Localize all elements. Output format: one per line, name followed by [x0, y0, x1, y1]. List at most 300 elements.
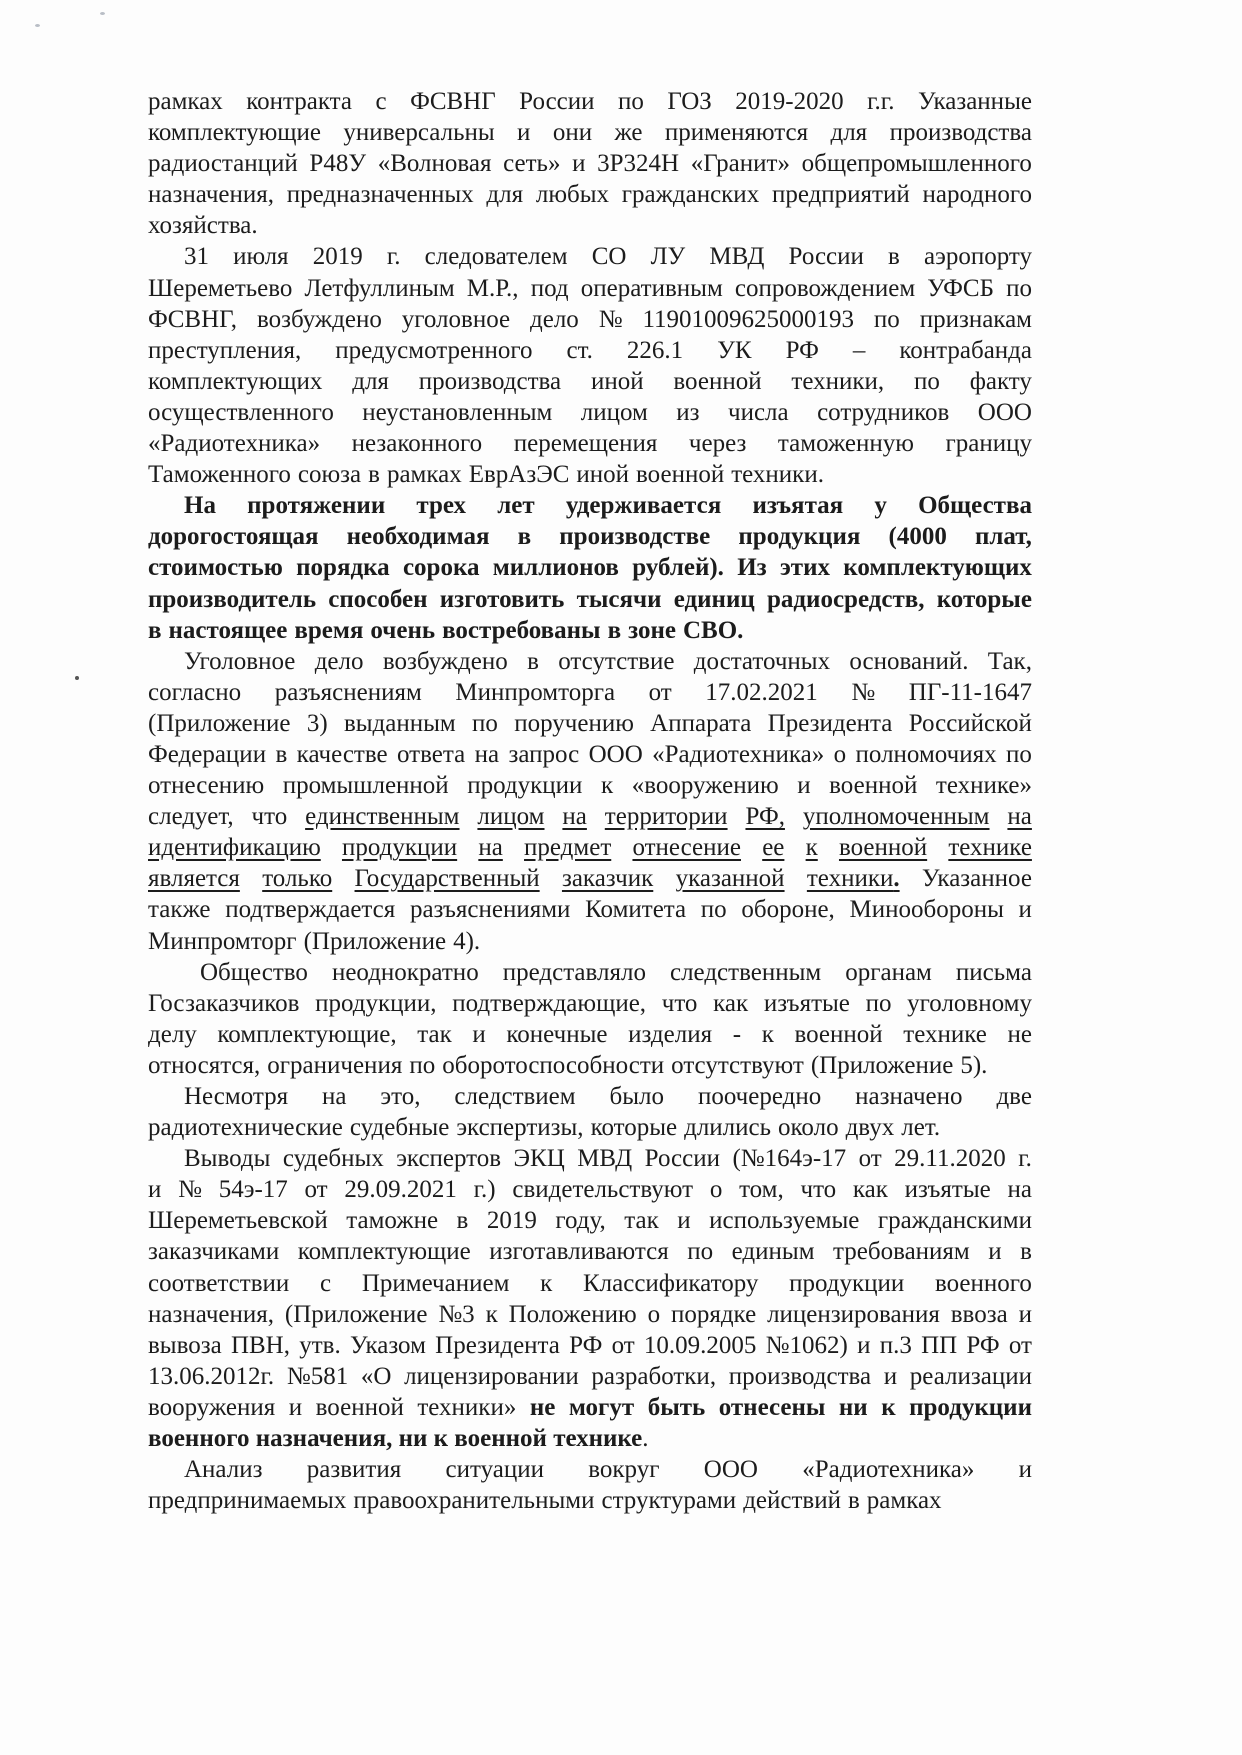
word: вывоза — [148, 1331, 222, 1359]
paragraph-line — [148, 957, 1032, 988]
paragraph-line — [148, 304, 1032, 335]
word: экспертов — [396, 1145, 502, 1173]
word: продукции, — [315, 989, 437, 1017]
paragraph-line — [148, 1330, 1032, 1361]
word: и — [988, 1238, 1002, 1266]
word: УК — [717, 336, 752, 364]
word: 29.09.2021 — [344, 1176, 457, 1204]
word: разъяснениями — [409, 896, 571, 924]
word: на — [474, 740, 500, 768]
word: тысячи — [576, 585, 662, 613]
mixed-line — [148, 1392, 1032, 1423]
word: незаконного — [351, 430, 483, 458]
word: в — [888, 243, 900, 271]
paragraph-line — [148, 148, 1032, 179]
word: предприятий — [771, 181, 910, 209]
word: контракта — [246, 88, 352, 115]
word: «Гранит» — [690, 150, 790, 178]
word: по — [1005, 740, 1032, 768]
word: хозяйства. — [148, 212, 258, 240]
word: (4000 — [888, 523, 947, 551]
word: экспертизы, — [456, 1114, 584, 1142]
word: правоохранительными — [353, 1487, 595, 1515]
word: Госзаказчиков — [148, 989, 300, 1017]
word: трех — [416, 492, 467, 520]
word: с — [375, 88, 387, 115]
word: судебные — [349, 1114, 450, 1142]
word: согласно — [148, 678, 242, 706]
word: контрабанда — [899, 336, 1032, 364]
word: развития — [306, 1456, 402, 1484]
word: к — [881, 1393, 896, 1421]
underlined-text: отнесение — [632, 834, 741, 862]
word: Анализ — [184, 1456, 263, 1484]
scan-speck — [35, 24, 40, 27]
word: и — [472, 1020, 486, 1048]
word: которые — [590, 1114, 678, 1142]
word: Минпромторг — [148, 927, 297, 955]
word: продукции — [789, 1269, 905, 1297]
word: военной — [794, 1020, 883, 1048]
underlined-line — [148, 801, 1032, 832]
word: с — [319, 1269, 332, 1297]
word: этих — [780, 554, 830, 582]
word: необходимая — [346, 523, 490, 551]
word: поочередно — [697, 1083, 822, 1110]
word: и — [1018, 1300, 1032, 1328]
word: изделия — [628, 1020, 713, 1048]
word: по — [700, 896, 727, 924]
word: к — [540, 1269, 553, 1297]
underlined-text: РФ, — [745, 803, 785, 831]
word: военной — [829, 772, 918, 800]
word: разъяснениям — [274, 678, 422, 706]
word: №3 — [438, 1300, 475, 1328]
word: границу — [945, 430, 1032, 458]
word: году, — [555, 1207, 606, 1235]
word: миллионов — [492, 554, 619, 582]
word: используемые — [709, 1207, 860, 1235]
word: длились — [684, 1114, 772, 1142]
word: не — [1007, 1020, 1032, 1048]
word: полномочиях — [855, 740, 997, 768]
word: №581 — [286, 1362, 349, 1390]
word: ни — [838, 1393, 868, 1421]
word: представляло — [502, 958, 646, 986]
underlined-text: техники. — [806, 865, 900, 893]
word: в — [456, 1207, 469, 1235]
word: СВО. — [682, 616, 744, 644]
word: назначения, — [148, 181, 275, 209]
word: изготовить — [439, 585, 565, 613]
word: осуществленного — [148, 398, 334, 426]
word: и — [677, 1207, 691, 1235]
word: Российской — [908, 709, 1032, 737]
paragraph-line — [148, 1112, 1032, 1143]
word: Минпромторга — [455, 678, 616, 706]
paragraph-line — [148, 521, 1032, 552]
word: Указом — [349, 1331, 426, 1359]
word: «вооружению — [631, 772, 779, 800]
paragraph-line — [148, 926, 1032, 957]
word: гражданских — [621, 181, 760, 209]
word: дорогостоящая — [148, 523, 319, 551]
paragraph-line — [148, 988, 1032, 1019]
word: МВД — [577, 1145, 633, 1173]
word: Выводы — [184, 1145, 271, 1173]
word: таможне — [346, 1207, 439, 1235]
underlined-line — [148, 832, 1032, 863]
word: продукции — [467, 772, 583, 800]
word: протяжении — [247, 492, 386, 520]
word: ООО — [977, 398, 1032, 426]
word: подтверждающие, — [452, 989, 647, 1017]
word: Общество — [200, 958, 308, 986]
paragraph-line — [148, 1050, 1032, 1081]
word: от — [304, 1176, 328, 1204]
word: 17.02.2021 — [705, 678, 818, 706]
word: от — [611, 1331, 635, 1359]
paragraph-line — [148, 366, 1032, 397]
word: к — [485, 1300, 498, 1328]
word: так — [417, 1020, 452, 1048]
word: РФ — [966, 1331, 1000, 1359]
paragraph-line — [148, 1299, 1032, 1330]
word: не — [529, 1393, 556, 1421]
word: по — [1006, 274, 1032, 302]
word: рамках — [386, 461, 462, 489]
word: Федерации — [148, 740, 267, 768]
word: ограничения — [267, 1051, 403, 1079]
word: по — [618, 88, 644, 115]
word: отсутствуют — [671, 1051, 804, 1079]
word: рамках — [148, 88, 223, 115]
word: преступления, — [148, 336, 302, 364]
word: о — [709, 1176, 723, 1204]
word: иной — [590, 367, 644, 395]
word: это, — [380, 1083, 421, 1110]
word: таможенную — [777, 430, 914, 458]
word: «Радиотехника» — [148, 430, 321, 458]
word: судебных — [282, 1145, 384, 1173]
word: о — [833, 740, 847, 768]
word: под — [530, 274, 569, 302]
word: Общества — [918, 492, 1032, 520]
word: Из — [737, 554, 767, 582]
word: в — [275, 740, 288, 768]
paragraph-line — [148, 273, 1032, 304]
word: и — [148, 1176, 162, 1204]
word: универсальны — [343, 119, 495, 147]
word: (Приложение — [303, 927, 447, 955]
paragraph-line — [148, 1205, 1032, 1236]
word: военной — [636, 461, 725, 489]
underlined-text: идентификацию — [148, 834, 321, 862]
underlined-text: предмет — [524, 834, 612, 862]
word: ПГ-11-1647 — [908, 678, 1032, 706]
underlined-text: уполномоченным — [802, 803, 990, 831]
word: ответа — [397, 740, 466, 768]
paragraph-line — [148, 1485, 1032, 1516]
word: отнесены — [718, 1393, 826, 1421]
underlined-text: заказчик — [561, 865, 654, 893]
word: что — [800, 1176, 837, 1204]
paragraph-line — [148, 770, 1032, 801]
paragraph-line — [148, 1268, 1032, 1299]
word: ООО — [588, 740, 643, 768]
word: 29.11.2020 — [894, 1145, 1006, 1173]
word: было — [609, 1083, 665, 1110]
word: предусмотренного — [335, 336, 533, 364]
word: вокруг — [588, 1456, 660, 1484]
word: структурами — [601, 1487, 737, 1515]
paragraph-line — [148, 335, 1032, 366]
word: 4). — [453, 927, 481, 955]
word: оперативным — [580, 274, 723, 302]
word: же — [614, 119, 643, 147]
word: сеть» — [503, 150, 561, 178]
word: России — [788, 243, 864, 271]
word: органам — [845, 958, 932, 986]
word: 13.06.2012г. — [148, 1362, 275, 1390]
word: следователем — [424, 243, 568, 271]
word: Положению — [508, 1300, 637, 1328]
word: через — [688, 430, 747, 458]
word: что — [251, 803, 288, 831]
paragraph-line — [148, 210, 1032, 241]
word: Президента — [767, 709, 893, 737]
word: Президента — [435, 1331, 560, 1359]
word: к — [761, 1020, 774, 1048]
scan-dot — [75, 676, 79, 680]
word: действий — [743, 1487, 841, 1515]
underlined-line — [148, 863, 1032, 894]
word: Указанное — [921, 865, 1032, 893]
paragraph-line — [148, 117, 1032, 148]
word: РФ — [569, 1331, 603, 1359]
paragraph-line — [148, 584, 1032, 615]
underlined-text: военной — [838, 834, 928, 862]
word: уголовное — [401, 305, 511, 333]
word: запрос — [508, 740, 580, 768]
underlined-text: на — [562, 803, 587, 831]
word: признакам — [919, 305, 1032, 333]
word: радиосредств, — [766, 585, 925, 613]
word: рамках — [866, 1487, 942, 1515]
paragraph-line — [148, 552, 1032, 583]
word: как — [852, 1176, 888, 1204]
word: лицензировании — [404, 1362, 579, 1390]
paragraph-line — [148, 894, 1032, 925]
word: производства — [728, 1362, 872, 1390]
underlined-text: на — [478, 834, 503, 862]
word: продукции — [909, 1393, 1032, 1421]
word: могут — [568, 1393, 635, 1421]
word: техники. — [731, 461, 824, 489]
paragraph-line — [148, 86, 1032, 117]
word: качестве — [296, 740, 388, 768]
word: г. — [1018, 1145, 1032, 1173]
word: Уголовное — [184, 647, 296, 675]
word: способен — [328, 585, 428, 613]
word: 31 — [184, 243, 209, 271]
word: реализации — [909, 1362, 1032, 1390]
word: гражданскими — [877, 1207, 1032, 1235]
underlined-text: лицом — [477, 803, 545, 831]
word: в — [527, 647, 539, 675]
paragraph-line — [148, 615, 1032, 646]
word: «Радиотехника» — [802, 1456, 975, 1484]
word: июля — [233, 243, 289, 271]
word: лицензирования — [767, 1300, 940, 1328]
word: иной — [576, 461, 630, 489]
paragraph-line — [148, 1174, 1032, 1205]
word: и — [1018, 896, 1032, 924]
word: № — [851, 678, 876, 706]
word: военной — [673, 367, 762, 395]
word: как — [713, 989, 749, 1017]
word: комплектующие — [297, 1238, 471, 1266]
word: и — [1018, 1456, 1032, 1484]
bold-conclusion: военного назначения, ни к военной технике — [148, 1425, 643, 1453]
word: что — [661, 989, 698, 1017]
word: единиц — [673, 585, 755, 613]
word: военной — [315, 1393, 404, 1421]
word: следствием — [454, 1083, 576, 1110]
word: ст. — [566, 336, 593, 364]
word: «Радиотехника» — [652, 740, 825, 768]
word: России — [519, 88, 595, 115]
word: комплектующие — [148, 119, 321, 147]
word: стоимостью — [148, 554, 283, 582]
word: в — [368, 461, 380, 489]
word: 3) — [306, 709, 328, 737]
word: промышленной — [282, 772, 449, 800]
word: Аппарата — [650, 709, 752, 737]
word: неустановленным — [362, 398, 553, 426]
word: радиостанций — [148, 150, 298, 178]
word: дело — [530, 305, 579, 333]
word: Комитета — [585, 896, 687, 924]
word: № — [598, 305, 623, 333]
word: в — [517, 523, 532, 551]
word: любых — [535, 181, 610, 209]
word: «Волновая — [377, 150, 492, 178]
word: радиотехнические — [148, 1114, 343, 1142]
word: сопровождением — [734, 274, 916, 302]
word: единым — [731, 1238, 815, 1266]
word: от — [648, 678, 672, 706]
word: неоднократно — [331, 958, 479, 986]
word: возбуждено — [256, 305, 382, 333]
word: разработки, — [591, 1362, 717, 1390]
word: порядке — [670, 1300, 757, 1328]
word: ЭКЦ — [513, 1145, 565, 1173]
paragraph-line — [148, 179, 1032, 210]
word: технике — [903, 1020, 987, 1048]
word: две — [996, 1083, 1032, 1110]
word: вооружения — [148, 1393, 276, 1421]
paragraph-line — [148, 1081, 1032, 1112]
word: – — [852, 336, 866, 364]
paragraph-line — [148, 739, 1032, 770]
paragraph-line — [148, 1236, 1032, 1267]
word: в — [847, 1487, 860, 1515]
word: Несмотря — [184, 1083, 289, 1110]
word: конечные — [506, 1020, 608, 1048]
word: Указанные — [917, 88, 1032, 115]
word: лет — [497, 492, 535, 520]
word: общепромышленного — [801, 150, 1032, 178]
word: обороне, — [741, 896, 835, 924]
word: о — [647, 1300, 661, 1328]
word: СО — [591, 243, 627, 271]
word: ФСВНГ — [410, 88, 496, 115]
word: г. — [386, 243, 401, 271]
word: по — [913, 367, 940, 395]
word: так — [624, 1207, 659, 1235]
word: порядка — [296, 554, 390, 582]
word: и — [517, 119, 531, 147]
word: ввоза — [950, 1300, 1008, 1328]
word: союза — [297, 461, 362, 489]
paragraph-line — [148, 1454, 1032, 1485]
word: №1062) — [765, 1331, 848, 1359]
word: на — [322, 1083, 347, 1110]
word: МВД — [709, 243, 765, 271]
word: числа — [728, 398, 789, 426]
word: народного — [922, 181, 1032, 209]
word: они — [552, 119, 593, 147]
paragraph-line — [148, 1361, 1032, 1392]
word: Так, — [987, 647, 1032, 675]
word: отнесению — [148, 772, 265, 800]
word: Таможенного — [148, 461, 291, 489]
word: делу — [148, 1020, 197, 1048]
word: УФСБ — [927, 274, 994, 302]
word: Примечанием — [361, 1269, 510, 1297]
word: «О — [360, 1362, 392, 1390]
word: предпринимаемых — [148, 1487, 347, 1515]
word: России — [644, 1145, 721, 1173]
word: востребованы — [442, 616, 601, 644]
word: технике» — [935, 772, 1032, 800]
word: 5). — [960, 1051, 988, 1079]
word: соответствии — [148, 1269, 290, 1297]
underlined-text: единственным — [305, 803, 460, 831]
word: и — [857, 1331, 871, 1359]
word: достаточных — [693, 647, 831, 675]
paragraph-line — [148, 428, 1032, 459]
word: дело — [314, 647, 364, 675]
word: (Приложение — [148, 709, 291, 737]
word: настоящее — [168, 616, 288, 644]
word: 3Р324Н — [597, 150, 680, 178]
word: назначения, — [148, 1300, 275, 1328]
word: 2019 — [486, 1207, 537, 1235]
word: изъятые — [904, 1176, 991, 1204]
document-body — [148, 86, 1032, 1516]
word: аэропорту — [924, 243, 1032, 271]
underlined-text: Государственный — [354, 865, 540, 893]
word: по — [873, 305, 900, 333]
word: быть — [647, 1393, 706, 1421]
underlined-text: только — [262, 865, 333, 893]
paragraph-line — [148, 1143, 1032, 1174]
word: требованиям — [833, 1238, 970, 1266]
paragraph-line — [148, 459, 1032, 490]
word: продукция — [738, 523, 861, 551]
